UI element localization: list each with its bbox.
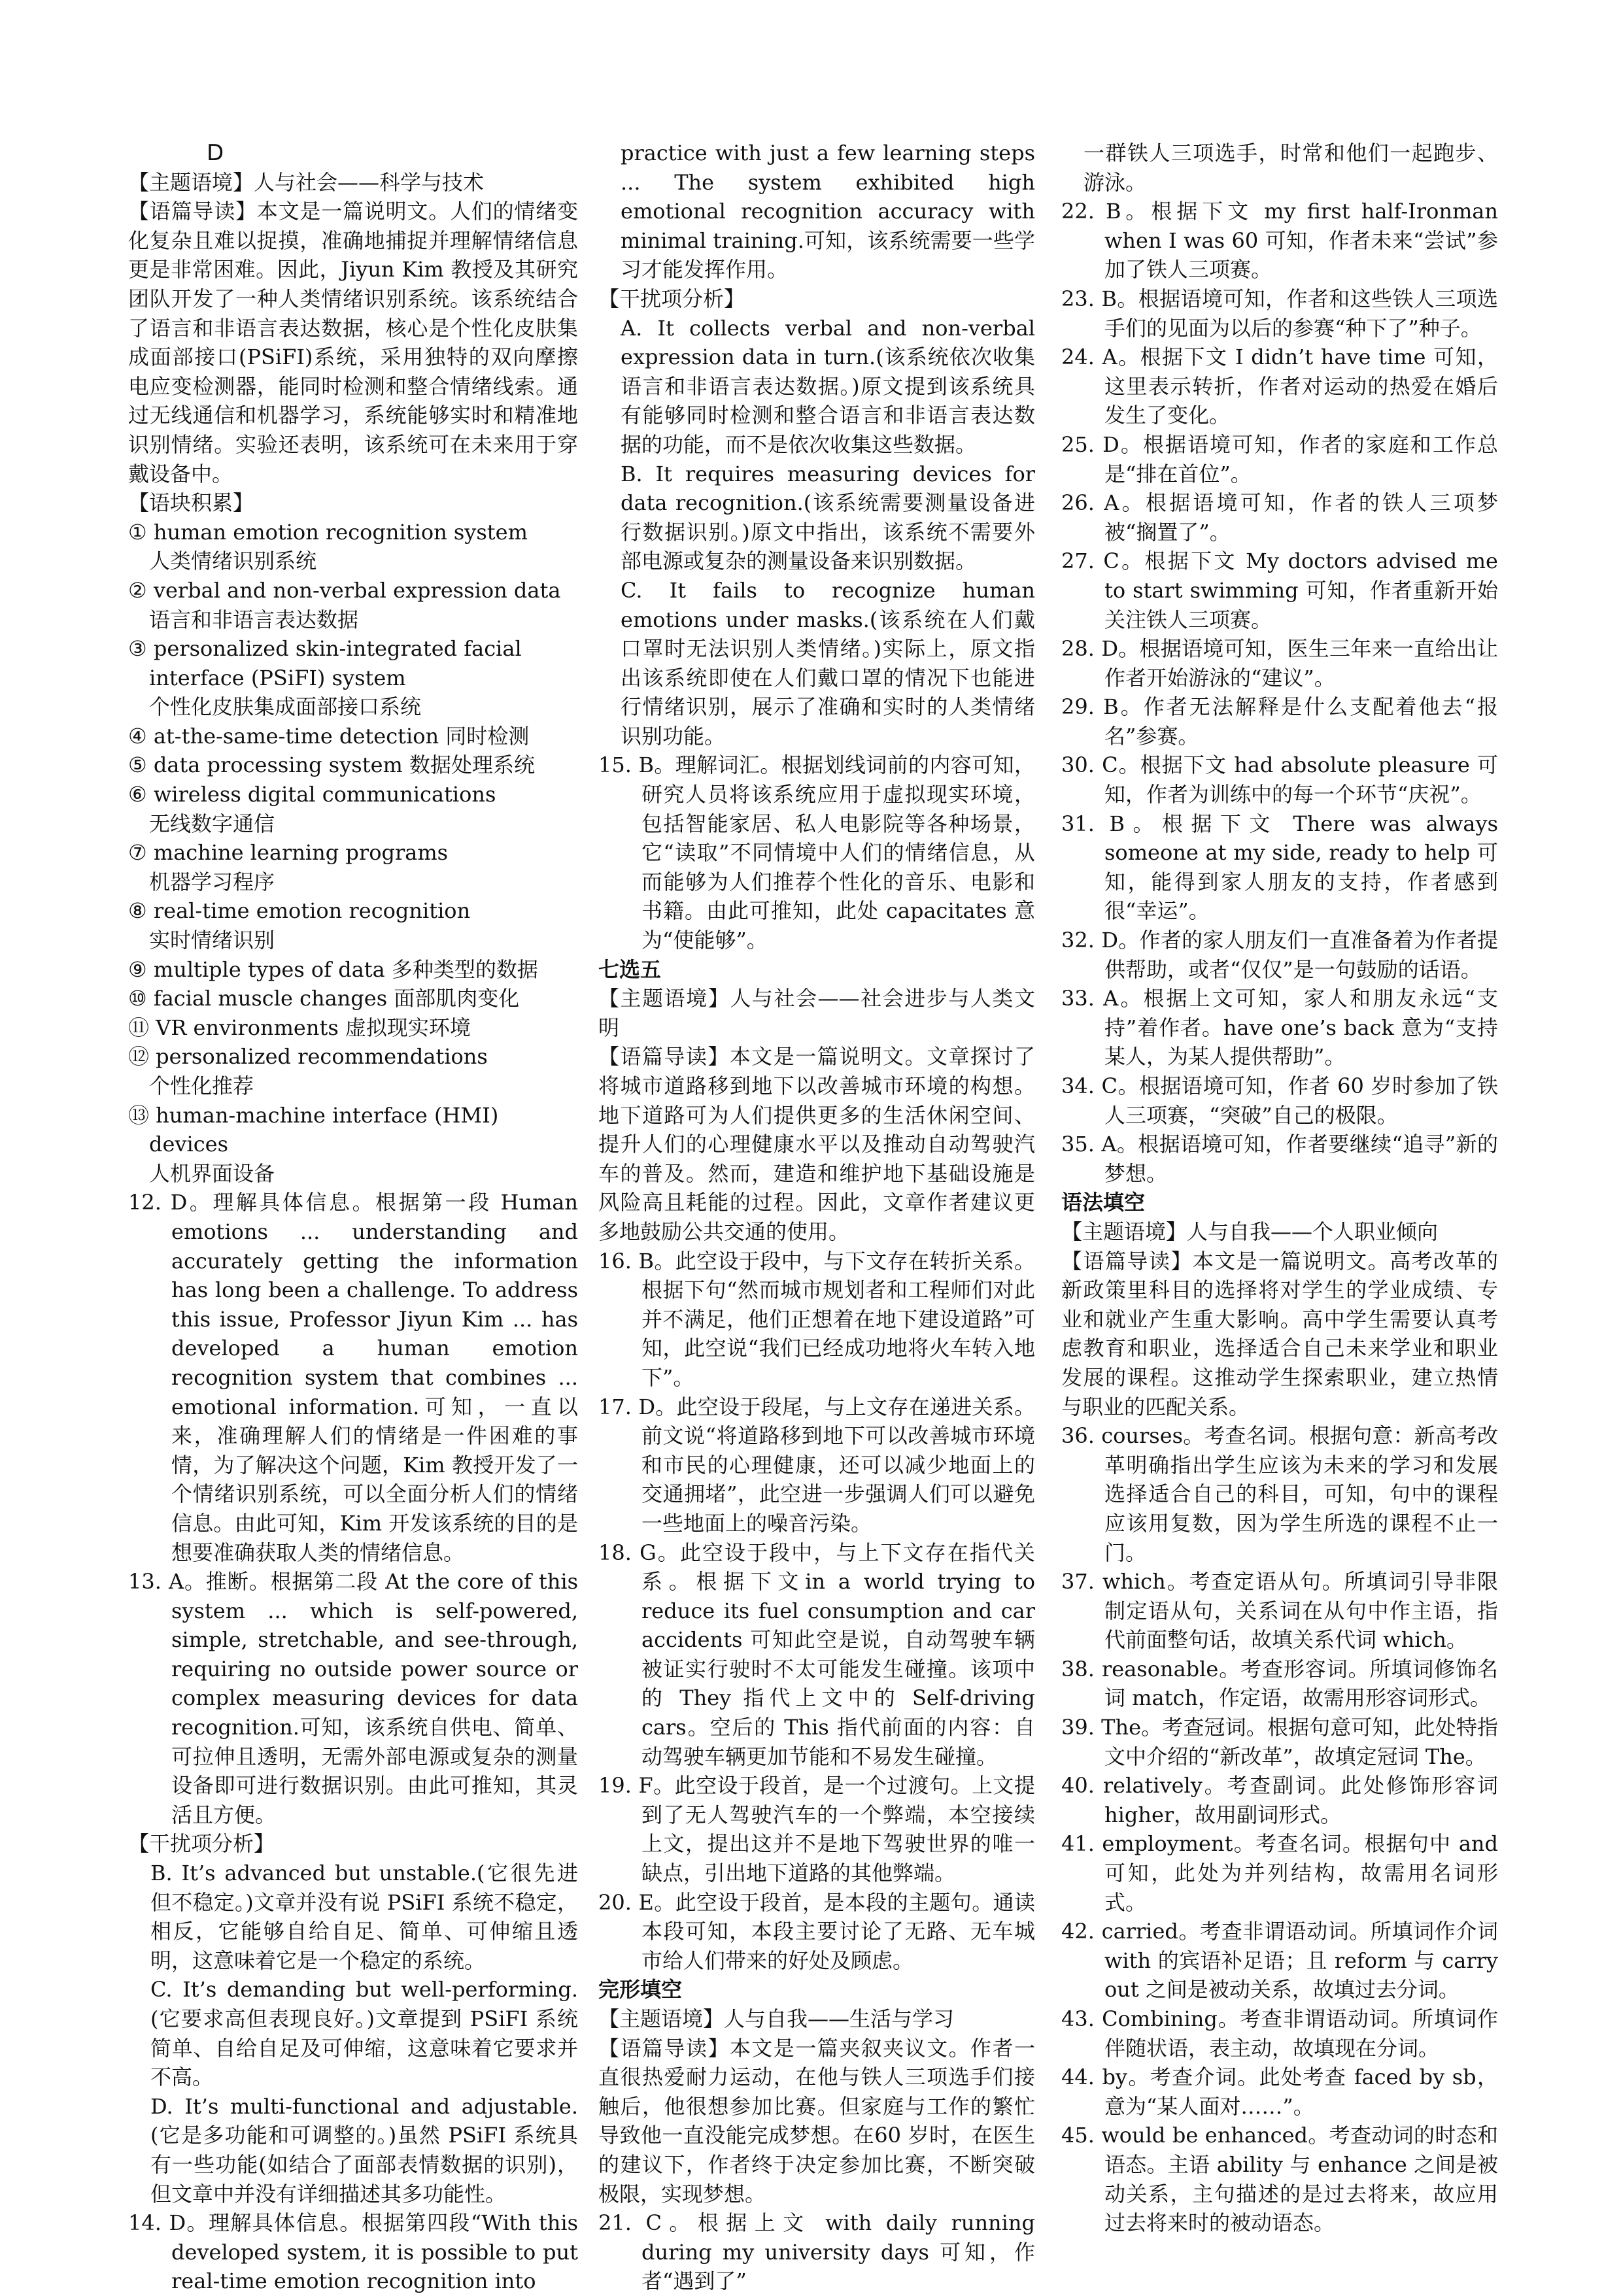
text-block: 【主题语境】人与自我——生活与学习: [598, 2006, 955, 2031]
text-block: 40. relatively。考查副词。此处修饰形容词 higher，故用副词形式。: [1061, 1773, 1498, 1827]
text-block: 34. C。根据语境可知，作者 60 岁时参加了铁人三项赛，“突破”自己的极限。: [1061, 1073, 1498, 1128]
text-block: ⑨ multiple types of data 多种类型的数据: [128, 956, 538, 982]
text-block: 16. B。此空设于段中，与下文存在转折关系。根据下句“然而城市规划者和工程师们对此并不满足，他们正想着在地下建设道路”可知，此空说“我们已经成功地将火车转入地下”。: [598, 1248, 1035, 1390]
text-block: ⑩ facial muscle changes 面部肌肉变化: [128, 986, 520, 1011]
text-block: 37. which。考查定语从句。所填词引导非限制定语从句，关系词在从句中作主语，指代前面整句话，故填关系代词 which。: [1061, 1569, 1498, 1653]
text-block: 26. A。根据语境可知，作者的铁人三项梦被“搁置了”。: [1061, 490, 1498, 545]
text-block: 39. The。考查冠词。根据句意可知，此处特指文中介绍的“新改革”，故填定冠词 The。: [1061, 1715, 1498, 1769]
text-block: B. It’s advanced but unstable.(它很先进但不稳定。)文章并没有说 PSiFI 系统不稳定，相反，它能够自给自足、简单、可伸缩且透明，这意味着它是一个稳定的系统。: [150, 1861, 578, 1973]
text-block: 43. Combining。考查非谓语动词。所填词作伴随状语，表主动，故填现在分词。: [1061, 2006, 1498, 2061]
text-block: ⑥ wireless digital communications: [128, 782, 496, 807]
text-block: C. It’s demanding but well-performing.(它要求高但表现良好。)文章提到 PSiFI 系统简单、自给自足及可伸缩，这意味着它要求并不高。: [150, 1977, 578, 2090]
text-block: 24. A。根据下文 I didn’t have time 可知，这里表示转折，作者对运动的热爱在婚后发生了变化。: [1061, 345, 1498, 428]
text-block: 【语篇导读】本文是一篇说明文。人们的情绪变化复杂且难以捉摸，准确地捕捉并理解情绪信息更是非常困难。因此，Jiyun Kim 教授及其研究团队开发了一种人类情绪识别系统。该系统结合了语言和非语言表达数据，核心是个性化皮肤集成面部接口(PSiFI)系统，采用独特的双向摩擦电应变检测器，能同时检测和整合情绪线索。通过无线通信和机器学习，系统能够实时和精准地识别情绪。实验还表明，该系统可在未来用于穿戴设备中。: [128, 199, 578, 486]
text-block: ⑪ VR environments 虚拟现实环境: [128, 1015, 471, 1040]
text-block: 25. D。根据语境可知，作者的家庭和工作总是“排在首位”。: [1061, 431, 1498, 486]
text-block: 32. D。作者的家人朋友们一直准备着为作者提供帮助，或者“仅仅”是一句鼓励的话语。: [1061, 928, 1498, 982]
text-block: practice with just a few learning steps ... The system exhibited high emotional recognition accuracy with minimal training.可知，该系统需要一些学习才能发挥作用。: [621, 141, 1035, 282]
text-block: 19. F。此空设于段首，是一个过渡句。上文提到了无人驾驶汽车的一个弊端，本空接续上文，提出这并不是地下驾驶世界的唯一缺点，引出地下道路的其他弊端。: [598, 1773, 1035, 1886]
text-block: 23. B。根据语境可知，作者和这些铁人三项选手们的见面为以后的参赛“种下了”种子。: [1061, 286, 1498, 341]
text-block: 45. would be enhanced。考查动词的时态和语态。主语 ability 与 enhance 之间是被动关系，主句描述的是过去将来，故应用过去将来时的被动语态。: [1061, 2123, 1498, 2236]
text-block: 28. D。根据语境可知，医生三年来一直给出让作者开始游泳的“建议”。: [1061, 636, 1498, 690]
text-block: 15. B。理解词汇。根据划线词前的内容可知，研究人员将该系统应用于虚拟现实环境，包括智能家居、私人电影院等各种场景，它“读取”不同情境中人们的情绪信息，从而能够为人们推荐个性化的音乐、电影和书籍。由此可推知，此处 capacitates 意为“使能够”。: [598, 752, 1035, 953]
text-block: 【主题语境】人与自我——个人职业倾向: [1061, 1219, 1439, 1244]
text-block: 无线数字通信: [149, 811, 275, 836]
text-block: 【主题语境】人与社会——社会进步与人类文明: [598, 986, 1035, 1040]
text-block: ② verbal and non-verbal expression data: [128, 577, 561, 603]
section-heading: 七选五: [598, 956, 662, 982]
text-block: 31. B。根据下文 There was always someone at my side, ready to help 可知，能得到家人朋友的支持，作者感到很“幸运”。: [1061, 811, 1498, 924]
text-block: 17. D。此空设于段尾，与上文存在递进关系。前文说“将道路移到地下可以改善城市环境和市民的心理健康，还可以减少地面上的交通拥堵”，此空进一步强调人们可以避免一些地面上的噪音污染。: [598, 1394, 1035, 1536]
text-block: 【语块积累】: [128, 490, 254, 516]
section-heading: 完形填空: [598, 1977, 683, 2002]
text-block: 【语篇导读】本文是一篇夹叙夹议文。作者一直很热爱耐力运动，在他与铁人三项选手们接触后，他很想参加比赛。但家庭与工作的繁忙导致他一直没能完成梦想。在60 岁时，在医生的建议下，作者终于决定参加比赛，不断突破极限，实现梦想。: [598, 2035, 1035, 2206]
text-block: 35. A。根据语境可知，作者要继续“追寻”新的梦想。: [1061, 1132, 1498, 1186]
text-block: 20. E。此空设于段首，是本段的主题句。通读本段可知，本段主要讨论了无路、无车城市给人们带来的好处及顾虑。: [598, 1889, 1035, 1973]
text-block: 38. reasonable。考查形容词。所填词修饰名词 match，作定语，故需用形容词形式。: [1061, 1656, 1498, 1711]
text-block: ③ personalized skin-integrated facial interface (PSiFI) system: [128, 636, 522, 690]
text-block: 30. C。根据下文 had absolute pleasure 可知，作者为训练中的每一个环节“庆祝”。: [1061, 752, 1498, 807]
text-block: ⑤ data processing system 数据处理系统: [128, 752, 536, 778]
text-block: 42. carried。考查非谓语动词。所填词作介词 with 的宾语补足语；且 reform 与 carry out 之间是被动关系，故填过去分词。: [1061, 1919, 1498, 2002]
text-block: ① human emotion recognition system: [128, 519, 528, 545]
text-block: 人机界面设备: [149, 1160, 275, 1186]
text-block: 12. D。理解具体信息。根据第一段 Human emotions ... understanding and accurately getting the information has long been a challenge. To address this issue, Professor Jiyun Kim ... has developed a human emotion recognition system that combines ... emotional information.可知，一直以来，准确理解人们的情绪是一件困难的事情，为了解决这个问题，Kim 教授开发了一个情绪识别系统，可以全面分析人们的情绪信息。由此可知，Kim 开发该系统的目的是想要准确获取人类的情绪信息。: [128, 1190, 578, 1565]
text-block: 实时情绪识别: [149, 928, 275, 953]
text-block: ⑬ human-machine interface (HMI) devices: [128, 1102, 499, 1157]
column-left: [128, 139, 578, 2296]
text-block: 27. C。根据下文 My doctors advised me to start swimming 可知，作者重新开始关注铁人三项赛。: [1061, 549, 1498, 632]
text-block: ⑧ real-time emotion recognition: [128, 898, 471, 924]
text-block: 21. C。根据上文 with daily running during my university days 可知，作者“遇到了”: [598, 2210, 1035, 2294]
text-block: D. It’s multi-functional and adjustable.(它是多功能和可调整的。)虽然 PSiFI 系统具有一些功能(如结合了面部表情数据的识别)，但文章中并没有详细描述其多功能性。: [150, 2093, 578, 2206]
text-block: 人类情绪识别系统: [149, 549, 317, 574]
text-block: 14. D。理解具体信息。根据第四段“With this developed system, it is possible to put real-time emotion recognition into: [128, 2210, 578, 2294]
text-block: 18. G。此空设于段中，与上下文存在指代关系。根据下文in a world trying to reduce its fuel consumption and car accidents 可知此空是说，自动驾驶车辆被证实行驶时不太可能发生碰撞。该项中的 They 指代上文中的 Self-driving cars。空后的 This 指代前面的内容：自动驾驶车辆更加节能和不易发生碰撞。: [598, 1540, 1035, 1769]
text-block: C. It fails to recognize human emotions under masks.(该系统在人们戴口罩时无法识别人类情绪。)实际上，原文指出该系统即使在人们戴口罩的情况下也能进行情绪识别，展示了准确和实时的人类情绪识别功能。: [621, 577, 1035, 749]
text-block: 44. by。考查介词。此处考查 faced by sb，意为“某人面对……”。: [1061, 2065, 1498, 2119]
column-right: [1061, 139, 1498, 2238]
text-block: 【干扰项分析】: [598, 286, 745, 311]
text-block: 【语篇导读】本文是一篇说明文。高考改革的新政策里科目的选择将对学生的学业成绩、专业和就业产生重大影响。高中学生需要认真考虑教育和职业，选择适合自己未来学业和职业发展的课程。这推动学生探索职业，建立热情与职业的匹配关系。: [1061, 1248, 1498, 1419]
text-block: ⑦ machine learning programs: [128, 840, 449, 866]
text-block: 【语篇导读】本文是一篇说明文。文章探讨了将城市道路移到地下以改善城市环境的构想。地下道路可为人们提供更多的生活休闲空间、提升人们的心理健康水平以及推动自动驾驶汽车的普及。然而，建造和维护地下基础设施是风险高且耗能的过程。因此，文章作者建议更多地鼓励公共交通的使用。: [598, 1044, 1035, 1244]
passage-label: D: [207, 140, 224, 166]
text-block: 29. B。作者无法解释是什么支配着他去“报名”参赛。: [1061, 694, 1498, 749]
text-block: 机器学习程序: [149, 869, 275, 894]
text-block: 语言和非语言表达数据: [149, 607, 359, 632]
column-middle: [598, 139, 1035, 2296]
text-block: 22. B。根据下文 my first half-Ironman when I was 60 可知，作者未来“尝试”参加了铁人三项赛。: [1061, 199, 1498, 282]
text-block: 一群铁人三项选手，时常和他们一起跑步、游泳。: [1084, 141, 1498, 195]
text-block: 36. courses。考查名词。根据句意：新高考改革明确指出学生应该为未来的学习和发展选择适合自己的科目，可知，句中的课程应该用复数，因为学生所选的课程不止一门。: [1061, 1423, 1498, 1565]
text-block: 41. employment。考查名词。根据句中 and 可知，此处为并列结构，故需用名词形式。: [1061, 1831, 1498, 1915]
text-block: 个性化推荐: [149, 1073, 254, 1098]
text-block: 33. A。根据上文可知，家人和朋友永远“支持”着作者。have one’s back 意为“支持某人，为某人提供帮助”。: [1061, 986, 1498, 1070]
text-block: A. It collects verbal and non-verbal expression data in turn.(该系统依次收集语言和非语言表达数据。)原文提到该系统具有能够同时检测和整合语言和非语言表达数据的功能，而不是依次收集这些数据。: [621, 315, 1035, 457]
text-block: 13. A。推断。根据第二段 At the core of this system ... which is self-powered, simple, stretchable, and see-through, requiring no outside power source or complex measuring devices for data recognition.可知，该系统自供电、简单、可拉伸且透明，无需外部电源或复杂的测量设备即可进行数据识别。由此可推知，其灵活且方便。: [128, 1569, 578, 1827]
text-block: ⑫ personalized recommendations: [128, 1044, 488, 1070]
section-heading: 语法填空: [1061, 1190, 1146, 1215]
text-block: B. It requires measuring devices for data recognition.(该系统需要测量设备进行数据识别。)原文中指出，该系统不需要外部电源或复杂的测量设备来识别数据。: [621, 461, 1035, 574]
text-block: 【主题语境】人与社会——科学与技术: [128, 169, 485, 195]
text-block: 【干扰项分析】: [128, 1831, 275, 1857]
text-block: ④ at-the-same-time detection 同时检测: [128, 723, 530, 749]
text-block: 个性化皮肤集成面部接口系统: [149, 694, 422, 720]
